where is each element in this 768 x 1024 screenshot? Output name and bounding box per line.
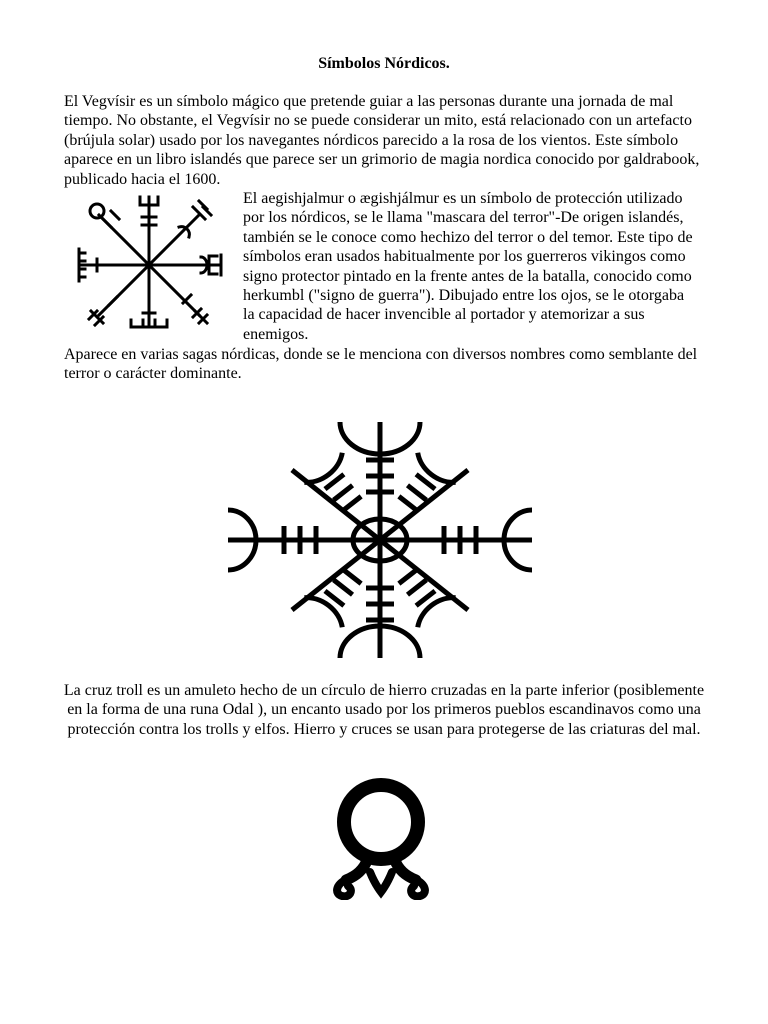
paragraph-troll-cross: La cruz troll es un amuleto hecho de un círculo de hierro cruzadas en la parte inferior (posiblemente en la forma de una runa Odal ), un encanto usado por los primeros pueblos escandinavos como una protección contra los trolls y elfos. Hierro y cruces se usan para protegerse de las criaturas del mal. bbox=[63, 682, 705, 738]
page-title: Símbolos Nórdicos. bbox=[318, 55, 450, 72]
aegishjalmur-figure bbox=[222, 418, 538, 662]
vegvisir-icon bbox=[64, 190, 234, 340]
paragraph-aegishjalmur: El aegishjalmur o ægishjálmur es un símbolo de protección utilizado por los nórdicos, se le llama "mascara del terror"-De origen islandés, también se le conoce como hechizo del terror o del temor. Este tipo de símbolos eran usados habitualmente por los guerreros vikingos como signo protector pintado en la frente antes de la batalla, conocido como herkumbl ("signo de guerra"). Dibujado entre los ojos, se le otorgaba la capacidad de hacer invencible al portador y atemorizar a sus enemigos. bbox=[243, 190, 693, 343]
aegishjalmur-icon bbox=[222, 418, 538, 662]
troll-cross-icon bbox=[328, 776, 434, 900]
vegvisir-figure bbox=[64, 190, 234, 340]
paragraph-aegishjalmur-cont: Aparece en varias sagas nórdicas, donde se le menciona con diversos nombres como semblante del terror o carácter dominante. bbox=[64, 346, 698, 383]
paragraph-vegvisir: El Vegvísir es un símbolo mágico que pretende guiar a las personas durante una jornada de mal tiempo. No obstante, el Vegvísir no se puede considerar un mito, está relacionado con un artefacto (brújula solar) usado por los navegantes nórdicos parecido a la rosa de los vientos. Este símbolo aparece en un libro islandés que parece ser un grimorio de magia nordica conocido por galdrabook, publicado hacia el 1600. bbox=[64, 93, 700, 188]
troll-cross-figure bbox=[328, 776, 434, 900]
